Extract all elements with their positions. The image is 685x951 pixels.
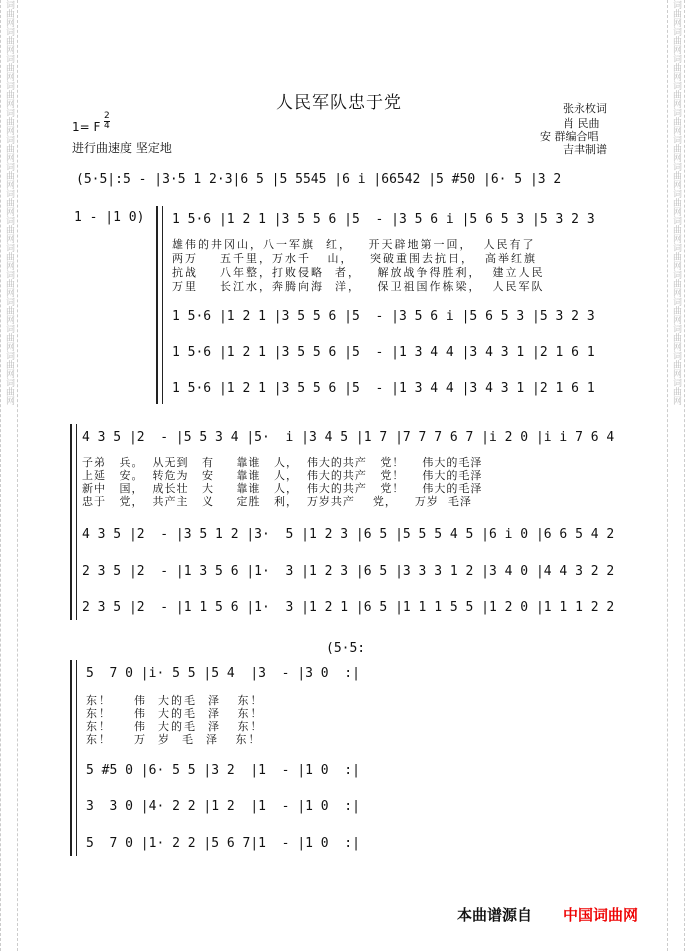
watermark-glyph: 曲 bbox=[671, 36, 681, 45]
watermark-glyph: 曲 bbox=[4, 63, 14, 72]
watermark-glyph: 网 bbox=[4, 369, 14, 378]
time-signature bbox=[104, 112, 110, 131]
watermark-glyph: 网 bbox=[4, 99, 14, 108]
credit-lyricist: 张永枚词 bbox=[563, 102, 607, 115]
system3-bracket bbox=[70, 660, 72, 856]
watermark-glyph: 曲 bbox=[4, 144, 14, 153]
watermark-glyph: 网 bbox=[4, 288, 14, 297]
watermark-glyph: 曲 bbox=[671, 306, 681, 315]
watermark-glyph: 网 bbox=[4, 153, 14, 162]
watermark-glyph: 词 bbox=[4, 108, 14, 117]
system2-lyric-1: 子弟 兵。 从无到 有 靠谁 人， 伟大的共产 党！ 伟大的毛泽 bbox=[82, 456, 483, 469]
watermark-glyph: 曲 bbox=[671, 225, 681, 234]
system3-lyric-2: 东！ 伟 大的毛 泽 东！ bbox=[86, 707, 264, 720]
watermark-glyph: 曲 bbox=[4, 225, 14, 234]
watermark-glyph: 网 bbox=[4, 45, 14, 54]
watermark-glyph: 曲 bbox=[4, 279, 14, 288]
watermark-glyph: 词 bbox=[4, 297, 14, 306]
system2-part-1: 4 3 5 |2 - |5 5 3 4 |5· i |3 4 5 |1 7 |7 7 7 6 7 |i 2 0 |i i 7 6 4 bbox=[82, 430, 615, 445]
watermark-glyph: 曲 bbox=[4, 306, 14, 315]
system1-part-3: 1 5·6 |1 2 1 |3 5 5 6 |5 - |1 3 4 4 |3 4 3 1 |2 1 6 1 bbox=[172, 345, 595, 360]
watermark-glyph: 曲 bbox=[671, 9, 681, 18]
watermark-glyph: 词 bbox=[4, 216, 14, 225]
system3-part-4: 5 7 0 |1· 2 2 |5 6 7|1 - |1 0 :| bbox=[86, 836, 360, 851]
watermark-glyph: 网 bbox=[671, 45, 681, 54]
watermark-glyph: 网 bbox=[671, 126, 681, 135]
watermark-glyph: 曲 bbox=[671, 360, 681, 369]
watermark-glyph: 网 bbox=[671, 315, 681, 324]
watermark-glyph: 词 bbox=[671, 324, 681, 333]
system1-lyric-1: 雄伟的井冈山，八一军旗 红， 开天辟地第一回， 人民有了 bbox=[172, 238, 536, 251]
system2-part-3: 2 3 5 |2 - |1 3 5 6 |1· 3 |1 2 3 |6 5 |3 3 3 1 2 |3 4 0 |4 4 3 2 2 bbox=[82, 564, 615, 579]
watermark-glyph: 曲 bbox=[4, 387, 14, 396]
system1-bar bbox=[162, 206, 163, 404]
watermark-glyph: 网 bbox=[671, 18, 681, 27]
system3-part-2: 5 #5 0 |6· 5 5 |3 2 |1 - |1 0 :| bbox=[86, 763, 360, 778]
intro-line: (5·5|:5 - |3·5 1 2·3|6 5 |5 5545 |6 i |66542 |5 #50 |6· 5 |3 2 bbox=[76, 172, 562, 187]
watermark-glyph: 曲 bbox=[671, 117, 681, 126]
source-label: 本曲谱源自 bbox=[457, 906, 533, 924]
watermark-glyph: 网 bbox=[671, 288, 681, 297]
watermark-glyph: 词 bbox=[4, 378, 14, 387]
watermark-glyph: 曲 bbox=[4, 90, 14, 99]
intro-line-2: 1 - |1 0) bbox=[74, 210, 153, 225]
watermark-glyph: 网 bbox=[4, 126, 14, 135]
watermark-glyph: 词 bbox=[4, 27, 14, 36]
system1-part-4: 1 5·6 |1 2 1 |3 5 5 6 |5 - |1 3 4 4 |3 4 3 1 |2 1 6 1 bbox=[172, 381, 595, 396]
watermark-glyph: 曲 bbox=[671, 387, 681, 396]
watermark-glyph: 网 bbox=[4, 315, 14, 324]
watermark-glyph: 词 bbox=[4, 162, 14, 171]
system2-part-2: 4 3 5 |2 - |3 5 1 2 |3· 5 |1 2 3 |6 5 |5 5 5 4 5 |6 i 0 |6 6 5 4 2 bbox=[82, 527, 615, 542]
watermark-glyph: 曲 bbox=[4, 198, 14, 207]
system2-lyric-4: 忠于 党， 共产主 义 定胜 利， 万岁共产 党， 万岁 毛泽 bbox=[82, 495, 472, 508]
watermark-glyph: 曲 bbox=[671, 171, 681, 180]
credit-notation: 吉聿制谱 bbox=[563, 143, 607, 156]
system2-bar bbox=[76, 424, 77, 620]
watermark-glyph: 词 bbox=[671, 162, 681, 171]
watermark-glyph: 曲 bbox=[4, 9, 14, 18]
watermark-glyph: 词 bbox=[671, 0, 681, 9]
watermark-glyph: 网 bbox=[4, 234, 14, 243]
watermark-glyph: 词 bbox=[4, 54, 14, 63]
watermark-glyph: 词 bbox=[671, 81, 681, 90]
watermark-glyph: 网 bbox=[671, 72, 681, 81]
system3-bar bbox=[76, 660, 77, 856]
watermark-glyph: 词 bbox=[671, 351, 681, 360]
watermark-glyph: 词 bbox=[671, 216, 681, 225]
watermark-glyph: 曲 bbox=[4, 360, 14, 369]
watermark-glyph: 网 bbox=[4, 396, 14, 405]
watermark-glyph: 词 bbox=[671, 54, 681, 63]
site-name-link[interactable]: 中国词曲网 bbox=[563, 906, 639, 924]
watermark-glyph: 词 bbox=[4, 270, 14, 279]
watermark-glyph: 网 bbox=[671, 342, 681, 351]
watermark-glyph: 词 bbox=[671, 108, 681, 117]
watermark-glyph: 词 bbox=[4, 243, 14, 252]
key-signature: 1= F bbox=[72, 120, 101, 134]
watermark-glyph: 曲 bbox=[4, 171, 14, 180]
watermark-glyph: 曲 bbox=[671, 279, 681, 288]
watermark-glyph: 词 bbox=[4, 81, 14, 90]
watermark-glyph: 词 bbox=[671, 378, 681, 387]
watermark-glyph: 词 bbox=[4, 324, 14, 333]
system1-lyric-2: 两万 五千里，万水千 山， 突破重围去抗日， 高举红旗 bbox=[172, 252, 537, 265]
watermark-glyph: 曲 bbox=[4, 333, 14, 342]
system3-lyric-3: 东！ 伟 大的毛 泽 东！ bbox=[86, 720, 264, 733]
watermark-glyph: 曲 bbox=[4, 252, 14, 261]
watermark-glyph: 网 bbox=[671, 261, 681, 270]
watermark-right bbox=[667, 0, 685, 951]
system1-part-1: 1 5·6 |1 2 1 |3 5 5 6 |5 - |3 5 6 i |5 6 5 3 |5 3 2 3 bbox=[172, 212, 595, 227]
system3-lyric-1: 东！ 伟 大的毛 泽 东！ bbox=[86, 694, 264, 707]
watermark-glyph: 曲 bbox=[671, 198, 681, 207]
watermark-glyph: 词 bbox=[671, 135, 681, 144]
watermark-glyph: 网 bbox=[671, 180, 681, 189]
watermark-glyph: 网 bbox=[4, 18, 14, 27]
watermark-glyph: 词 bbox=[4, 351, 14, 360]
watermark-glyph: 词 bbox=[4, 135, 14, 144]
watermark-glyph: 曲 bbox=[671, 144, 681, 153]
tempo-marking: 进行曲速度 坚定地 bbox=[72, 141, 172, 155]
watermark-glyph: 词 bbox=[671, 297, 681, 306]
watermark-glyph: 词 bbox=[4, 0, 14, 9]
watermark-glyph: 曲 bbox=[671, 252, 681, 261]
watermark-glyph: 词 bbox=[671, 27, 681, 36]
coda-repeat: (5·5: bbox=[326, 641, 366, 656]
watermark-glyph: 词 bbox=[671, 243, 681, 252]
watermark-glyph: 网 bbox=[4, 72, 14, 81]
watermark-glyph: 网 bbox=[671, 153, 681, 162]
watermark-glyph: 网 bbox=[671, 99, 681, 108]
watermark-glyph: 网 bbox=[671, 207, 681, 216]
watermark-glyph: 词 bbox=[671, 189, 681, 198]
system3-part-1: 5 7 0 |i· 5 5 |5 4 |3 - |3 0 :| bbox=[86, 666, 360, 681]
system3-part-3: 3 3 0 |4· 2 2 |1 2 |1 - |1 0 :| bbox=[86, 799, 360, 814]
system1-bracket bbox=[156, 206, 158, 404]
watermark-glyph: 词 bbox=[4, 189, 14, 198]
system3-lyric-4: 东！ 万 岁 毛 泽 东！ bbox=[86, 733, 262, 746]
time-bottom: 4 bbox=[104, 121, 110, 131]
system2-lyric-3: 新中 国， 成长壮 大 靠谁 人， 伟大的共产 党！ 伟大的毛泽 bbox=[82, 482, 483, 495]
watermark-glyph: 曲 bbox=[671, 63, 681, 72]
watermark-glyph: 曲 bbox=[671, 90, 681, 99]
watermark-glyph: 网 bbox=[671, 369, 681, 378]
watermark-glyph: 网 bbox=[4, 180, 14, 189]
watermark-left bbox=[0, 0, 18, 951]
watermark-glyph: 网 bbox=[4, 342, 14, 351]
system1-lyric-4: 万里 长江水，奔腾向海 洋， 保卫祖国作栋梁， 人民军队 bbox=[172, 280, 545, 293]
system2-lyric-2: 上延 安。 转危为 安 靠谁 人， 伟大的共产 党！ 伟大的毛泽 bbox=[82, 469, 483, 482]
watermark-glyph: 曲 bbox=[671, 333, 681, 342]
watermark-glyph: 网 bbox=[671, 396, 681, 405]
song-title: 人民军队忠于党 bbox=[276, 93, 402, 113]
watermark-glyph: 网 bbox=[4, 261, 14, 270]
watermark-glyph: 网 bbox=[4, 207, 14, 216]
watermark-glyph: 曲 bbox=[4, 117, 14, 126]
system2-part-4: 2 3 5 |2 - |1 1 5 6 |1· 3 |1 2 1 |6 5 |1 1 1 5 5 |1 2 0 |1 1 1 2 2 bbox=[82, 600, 615, 615]
system1-lyric-3: 抗战 八年整，打败侵略 者， 解放战争得胜利， 建立人民 bbox=[172, 266, 545, 279]
system2-bracket bbox=[70, 424, 72, 620]
watermark-glyph: 曲 bbox=[4, 36, 14, 45]
time-top: 2 bbox=[104, 111, 110, 121]
watermark-glyph: 网 bbox=[671, 234, 681, 243]
system1-part-2: 1 5·6 |1 2 1 |3 5 5 6 |5 - |3 5 6 i |5 6 5 3 |5 3 2 3 bbox=[172, 309, 595, 324]
credit-arranger: 安 群编合唱 bbox=[540, 130, 599, 143]
credit-composer: 肖 民曲 bbox=[563, 117, 600, 130]
watermark-glyph: 词 bbox=[671, 270, 681, 279]
